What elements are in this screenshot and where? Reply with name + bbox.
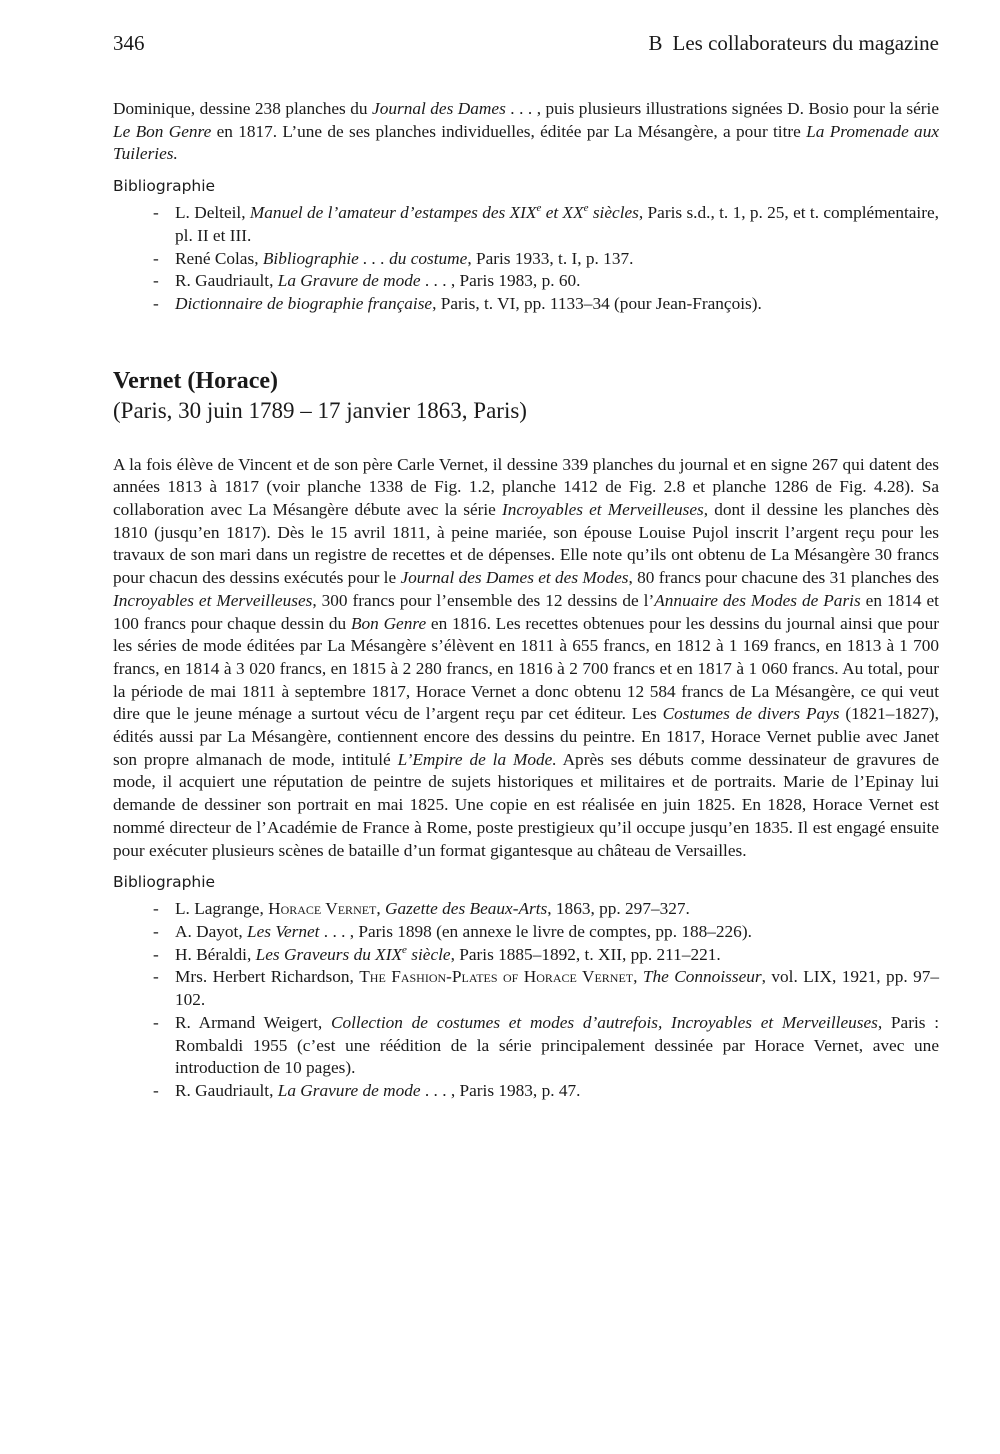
bibliography-item: - L. Lagrange, Horace Vernet, Gazette des Beaux-Arts, 1863, pp. 297–327.	[153, 898, 939, 921]
page-number: 346	[113, 31, 145, 55]
prev-entry-paragraph: Dominique, dessine 238 planches du Journal des Dames . . . , puis plusieurs illustrations signées D. Bosio pour la série Le Bon Genre en 1817. L’une de ses planches individuelles, éditée par La Mésangère, a pour titre La Promenade aux Tuileries.	[113, 99, 940, 164]
bibliography-item: - H. Béraldi, Les Graveurs du XIXe siècle, Paris 1885–1892, t. XII, pp. 211–221.	[153, 944, 939, 967]
bibliography-item: - L. Delteil, Manuel de l’amateur d’estampes des XIXe et XXe siècles, Paris s.d., t. 1, p. 25, et t. complémentaire, pl. II et III.	[153, 202, 939, 247]
bibliography-heading: Bibliographie	[113, 177, 216, 196]
running-head	[113, 28, 939, 58]
bibliography-item: - Dictionnaire de biographie française, Paris, t. VI, pp. 1133–34 (pour Jean-François).	[153, 293, 939, 316]
section-letter: B	[648, 31, 663, 55]
section-heading	[649, 28, 939, 58]
bibliography-item: - A. Dayot, Les Vernet . . . , Paris 1898 (en annexe le livre de comptes, pp. 188–226).	[153, 921, 939, 944]
entry-title: Vernet (Horace)	[113, 367, 279, 394]
bibliography-item: - René Colas, Bibliographie . . . du costume, Paris 1933, t. I, p. 137.	[153, 248, 939, 271]
bibliography-item: - Mrs. Herbert Richardson, The Fashion-Plates of Horace Vernet, The Connoisseur, vol. LIX, 1921, pp. 97–102.	[153, 966, 939, 1011]
bibliography-heading: Bibliographie	[113, 873, 216, 892]
bibliography-list	[113, 202, 939, 316]
document-page	[113, 28, 939, 1103]
bibliography-item: - R. Gaudriault, La Gravure de mode . . . , Paris 1983, p. 47.	[153, 1080, 939, 1103]
bibliography-item: - R. Armand Weigert, Collection de costumes et modes d’autrefois, Incroyables et Merveilleuses, Paris : Rombaldi 1955 (c’est une réédition de la série principalement dessinée par Horace Vernet, avec une introduction de 10 pages).	[153, 1012, 939, 1080]
bibliography-item: - R. Gaudriault, La Gravure de mode . . . , Paris 1983, p. 60.	[153, 270, 939, 293]
entry-body-paragraph: A la fois élève de Vincent et de son père Carle Vernet, il dessine 339 planches du journal et en signe 267 qui datent des années 1813 à 1817 (voir planche 1338 de Fig. 1.2, planche 1412 de Fig. 2.8 et planche 1286 de Fig. 4.28). Sa collaboration avec La Mésangère débute avec la série Incroyables et Merveilleuses, dont il dessine les planches dès 1810 (jusqu’en 1817). Dès le 15 avril 1811, à peine mariée, son épouse Louise Pujol inscrit l’argent reçu pour les travaux de son mari dans un registre de recettes et de dépenses. Elle note qu’ils ont obtenu de La Mésangère 30 francs pour chacun des dessins exécutés pour le Journal des Dames et des Modes, 80 francs pour chacune des 31 planches des Incroyables et Merveilleuses, 300 francs pour l’ensemble des 12 dessins de l’Annuaire des Modes de Paris en 1814 et 100 francs pour chaque dessin du Bon Genre en 1816. Les recettes obtenues pour les dessins du journal ainsi que pour les séries de mode éditées par La Mésangère s’élèvent en 1811 à 655 francs, en 1812 à 1 169 francs, en 1813 à 1 700 francs, en 1814 à 3 020 francs, en 1815 à 2 280 francs, en 1816 à 2 700 francs et en 1817 à 1 060 francs. Au total, pour la période de mai 1811 à septembre 1817, Horace Vernet a donc obtenu 12 584 francs de La Mésangère, ce qui veut dire que le jeune ménage a surtout vécu de l’argent reçu par cet éditeur. Les Costumes de divers Pays (1821–1827), édités aussi par La Mésangère, contiennent encore des dessins du peintre. En 1817, Horace Vernet publie avec Janet son propre almanach de mode, intitulé L’Empire de la Mode. Après ses débuts comme dessinateur de gravures de mode, il acquiert une réputation de peintre de sujets historiques et militaires et de portraits. Marie de l’Epinay lui demande de dessiner son portrait en mai 1825. Une copie en est réalisée en juin 1825. En 1828, Horace Vernet est nommé directeur de l’Académie de France à Rome, poste prestigieux qu’il occupe jusqu’en 1835. Il est engagé ensuite pour exécuter plusieurs scènes de bataille d’un format gigantesque au château de Versailles.	[113, 454, 940, 860]
entry-subtitle: (Paris, 30 juin 1789 – 17 janvier 1863, Paris)	[113, 397, 527, 423]
section-title: Les collaborateurs du magazine	[672, 31, 939, 55]
bibliography-list	[113, 898, 939, 1102]
